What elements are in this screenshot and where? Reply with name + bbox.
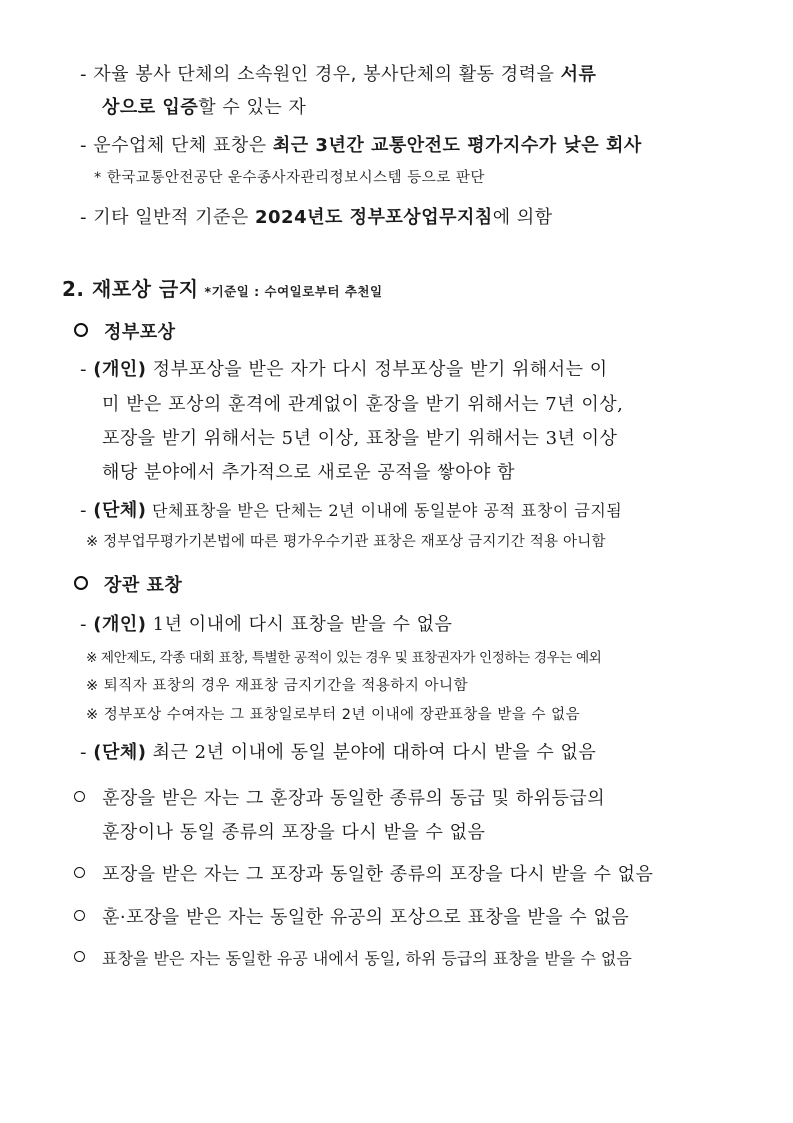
bullet-circle-icon xyxy=(74,910,85,921)
general-criteria-line xyxy=(80,203,553,229)
section-2-heading xyxy=(62,273,383,302)
minister-group-label: (단체) xyxy=(93,742,147,763)
gov-group-text: 단체표창을 받은 단체는 2년 이내에 동일분야 공적 표창이 금지됨 xyxy=(146,501,623,520)
minister-award-heading xyxy=(74,571,182,597)
gov-note: ※ 정부업무평가기본법에 따른 평가우수기관 표창은 재포상 금지기간 적용 아니함 xyxy=(86,534,606,550)
minister-indiv-label: (개인) xyxy=(93,614,147,635)
gov-award-title: 정부포상 xyxy=(104,322,176,343)
minister-award-title: 장관 표창 xyxy=(104,575,183,596)
rule-3-text: 훈·포장을 받은 자는 동일한 유공의 포상으로 표창을 받을 수 없음 xyxy=(102,907,630,928)
bullet-circle-icon xyxy=(74,951,85,962)
transport-criteria-note: * 한국교통안전공단 운수종사자관리정보시스템 등으로 판단 xyxy=(94,170,485,186)
gov-indiv-line-1: - (개인) 정부포상을 받은 자가 다시 정부포상을 받기 위해서는 이 xyxy=(80,359,608,380)
minister-note-3: ※ 정부포상 수여자는 그 표창일로부터 2년 이내에 장관표창을 받을 수 없음 xyxy=(86,707,581,723)
gov-indiv-line-4: 해당 분야에서 추가적으로 새로운 공적을 쌓아야 함 xyxy=(102,462,515,483)
minister-indiv-line: - (개인) 1년 이내에 다시 표창을 받을 수 없음 xyxy=(80,614,453,635)
volunteer-criteria-line-1 xyxy=(80,60,596,86)
transport-criteria-text: - 운수업체 단체 표창은 xyxy=(80,135,273,156)
gov-group-line: - (단체) 단체표창을 받은 단체는 2년 이내에 동일분야 공적 표창이 금지됨 xyxy=(80,500,623,521)
volunteer-criteria-text: - 자율 봉사 단체의 소속원인 경우, 봉사단체의 활동 경력을 xyxy=(80,64,561,85)
bullet-circle-icon xyxy=(74,576,88,590)
general-criteria-bold: 2024년도 정부포상업무지침 xyxy=(255,207,493,228)
bullet-circle-icon xyxy=(74,791,85,802)
rule-4-text: 표창을 받은 자는 동일한 유공 내에서 동일, 하위 등급의 표창을 받을 수 없음 xyxy=(102,949,632,968)
volunteer-criteria-text-2: 할 수 있는 자 xyxy=(198,97,307,118)
rule-4-line xyxy=(74,946,632,969)
rule-3-line xyxy=(74,903,629,929)
gov-indiv-text-1: 정부포상을 받은 자가 다시 정부포상을 받기 위해서는 이 xyxy=(146,359,608,380)
volunteer-criteria-bold: 서류 xyxy=(560,64,597,85)
bullet-circle-icon xyxy=(74,867,85,878)
minister-note-1: ※ 제안제도, 각종 대회 표창, 특별한 공적이 있는 경우 및 표창권자가 인정하는 경우는 예외 xyxy=(86,650,602,666)
minister-group-line: - (단체) 최근 2년 이내에 동일 분야에 대하여 다시 받을 수 없음 xyxy=(80,742,597,763)
minister-note-2: ※ 퇴직자 표창의 경우 재표창 금지기간을 적용하지 아니함 xyxy=(86,678,469,694)
section-2-note: *기준일 : 수여일로부터 추천일 xyxy=(204,284,383,299)
rule-2-text: 포장을 받은 자는 그 포장과 동일한 종류의 포장을 다시 받을 수 없음 xyxy=(102,864,654,885)
rule-1-line-1 xyxy=(74,784,605,810)
minister-indiv-text: 1년 이내에 다시 표창을 받을 수 없음 xyxy=(146,614,453,635)
transport-criteria-bold: 최근 3년간 교통안전도 평가지수가 낮은 회사 xyxy=(272,135,642,156)
minister-group-text: 최근 2년 이내에 동일 분야에 대하여 다시 받을 수 없음 xyxy=(146,742,597,763)
rule-1-line-2: 훈장이나 동일 종류의 포장을 다시 받을 수 없음 xyxy=(102,822,486,843)
gov-indiv-line-2: 미 받은 포상의 훈격에 관계없이 훈장을 받기 위해서는 7년 이상, xyxy=(102,394,624,415)
gov-award-heading xyxy=(74,318,176,344)
general-criteria-post: 에 의함 xyxy=(492,207,553,228)
bullet-circle-icon xyxy=(74,323,88,337)
volunteer-criteria-line-2 xyxy=(102,93,306,119)
rule-2-line xyxy=(74,860,653,886)
volunteer-criteria-bold-2: 상으로 입증 xyxy=(102,97,199,118)
gov-indiv-line-3: 포장을 받기 위해서는 5년 이상, 표창을 받기 위해서는 3년 이상 xyxy=(102,428,618,449)
rule-1-text-1: 훈장을 받은 자는 그 훈장과 동일한 종류의 동급 및 하위등급의 xyxy=(102,788,606,809)
gov-indiv-label: (개인) xyxy=(93,359,147,380)
gov-group-label: (단체) xyxy=(93,500,147,521)
general-criteria-text: - 기타 일반적 기준은 xyxy=(80,207,255,228)
transport-criteria-line xyxy=(80,131,642,157)
section-2-title: 2. 재포상 금지 xyxy=(62,277,199,301)
